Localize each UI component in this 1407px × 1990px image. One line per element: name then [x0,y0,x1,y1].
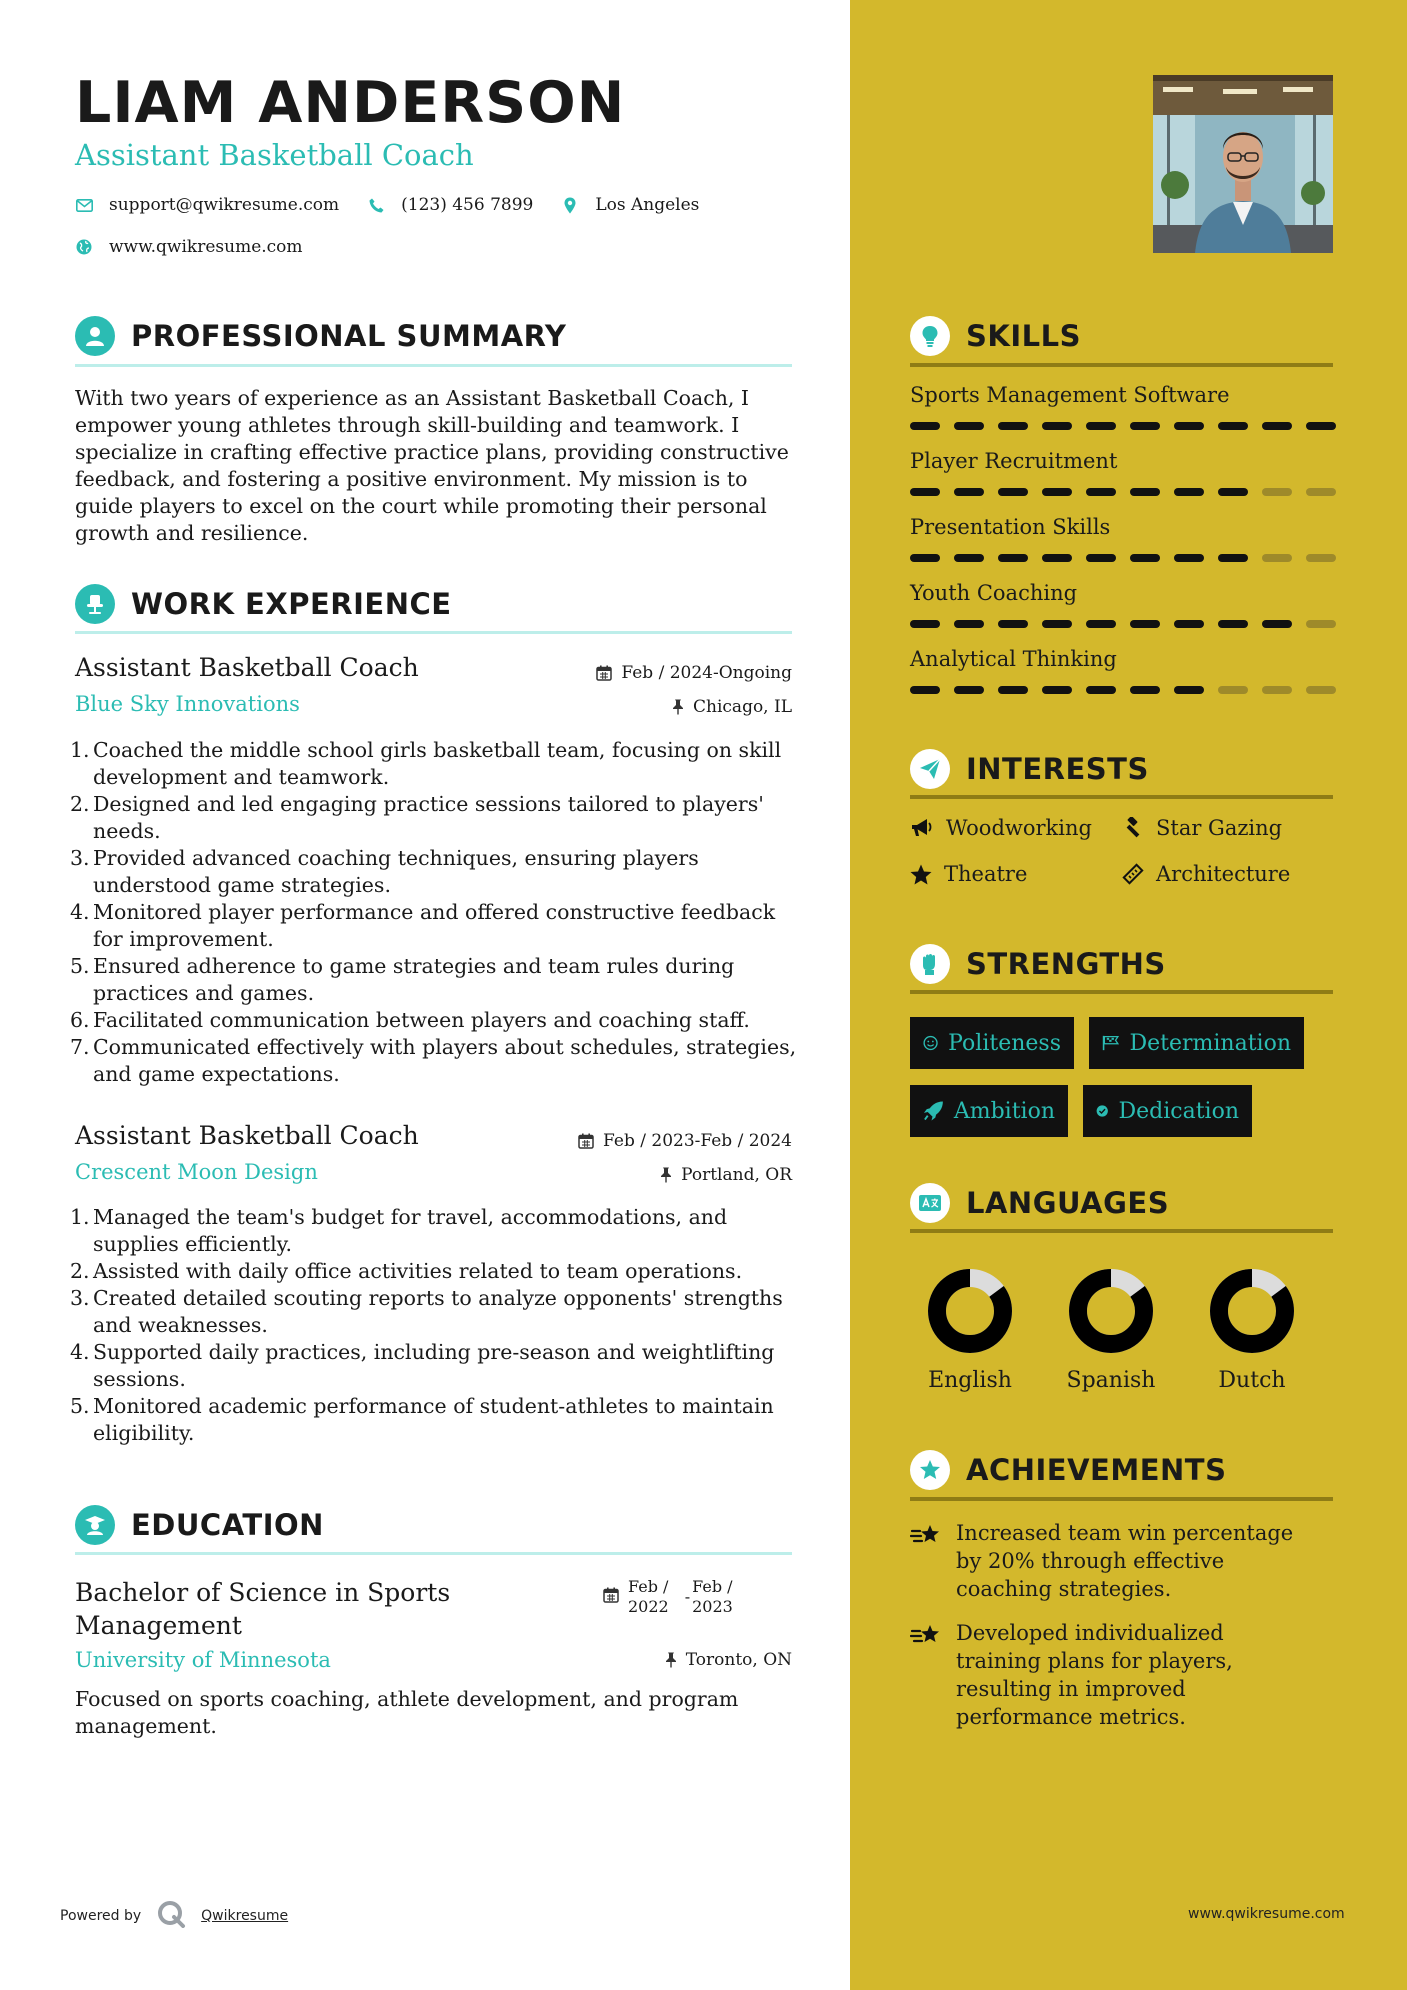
profile-photo [1153,75,1333,253]
language-name: Spanish [1066,1368,1156,1393]
skill-level-segment [1086,620,1116,628]
user-icon [75,316,115,356]
list-item: 5. Monitored academic performance of student-athletes to maintain eligibility. [70,1394,774,1445]
skill-level-segment [1174,488,1204,496]
language-level-ring [1207,1266,1297,1356]
job-title: Assistant Basketball Coach [75,653,419,682]
list-item: 1. Coached the middle school girls basketball team, focusing on skill development and teamwork. [70,738,782,789]
skill-level-segment [1042,686,1072,694]
skill-level-segment [910,488,940,496]
skill-level-segment [910,620,940,628]
skill-name: Player Recruitment [910,449,1118,473]
job-company: Crescent Moon Design [75,1160,318,1184]
strengths-section-header: STRENGTHS [910,944,1166,984]
strength-badge: Politeness [910,1017,1074,1069]
education-divider [75,1552,792,1555]
list-item: 2. Assisted with daily office activities related to team operations. [70,1259,743,1283]
languages-section-header: LANGUAGES [910,1183,1169,1223]
skills-divider [910,363,1333,367]
skill-level-segment [998,422,1028,430]
skill-level-segment [998,488,1028,496]
summary-divider [75,364,792,367]
qwikresume-logo-icon [157,1900,187,1932]
skill-level-segment [1174,554,1204,562]
achievement-item: Developed individualized training plans for players, resulting in improved performance metrics. [910,1619,1310,1731]
skill-level-bar [910,620,1336,628]
skill-level-segment [1306,620,1336,628]
contact-website[interactable]: www.qwikresume.com [75,237,303,257]
skills-section-header: SKILLS [910,316,1081,356]
skill-level-segment [1218,620,1248,628]
smile-icon [923,1033,938,1053]
skill-level-segment [1218,488,1248,496]
candidate-name: LIAM ANDERSON [75,70,626,136]
strengths-divider [910,990,1333,994]
skill-level-segment [1262,686,1292,694]
interest-item: Theatre [910,862,1027,886]
paper-plane-icon [910,749,950,789]
work-divider [75,631,792,634]
fist-icon [910,944,950,984]
skill-level-segment [1086,686,1116,694]
skill-level-segment [1086,554,1116,562]
skill-level-segment [1218,686,1248,694]
language-level-ring [925,1266,1015,1356]
job-company: Blue Sky Innovations [75,692,300,716]
qwikresume-link[interactable]: Qwikresume [201,1908,289,1924]
degree-title: Bachelor of Science in Sports Management [75,1578,451,1640]
contact-location: Los Angeles [561,195,699,215]
calendar-icon [578,1133,594,1149]
skill-level-segment [1086,488,1116,496]
lightbulb-icon [910,316,950,356]
job-responsibilities [70,737,800,1088]
pushpin-icon [672,699,684,715]
strength-badge: Ambition [910,1085,1068,1137]
star-badge-icon [910,1450,950,1490]
skill-name: Analytical Thinking [910,647,1117,671]
achievements-divider [910,1497,1333,1501]
interest-item: Star Gazing [1122,816,1282,840]
contact-phone[interactable]: (123) 456 7899 [367,195,533,215]
skill-level-segment [954,620,984,628]
skill-level-segment [1042,488,1072,496]
skill-level-bar [910,422,1336,430]
flag-icon [1102,1033,1119,1053]
contact-info [75,192,727,276]
skill-level-bar [910,554,1336,562]
skill-level-segment [1306,422,1336,430]
skill-level-segment [1174,422,1204,430]
skill-level-segment [1306,686,1336,694]
interests-section-header: INTERESTS [910,749,1149,789]
envelope-icon [75,196,93,214]
shooting-star-icon [910,1523,942,1547]
education-location: Toronto, ON [520,1650,792,1670]
skill-level-segment [954,488,984,496]
footer-website[interactable]: www.qwikresume.com [1188,1906,1345,1922]
work-section-header: WORK EXPERIENCE [75,584,452,624]
job-date: Feb / 2024-Ongoing [520,663,792,683]
interest-item: Woodworking [910,816,1092,840]
interests-divider [910,795,1333,799]
skill-level-bar [910,686,1336,694]
list-item: 6. Facilitated communication between players and coaching staff. [70,1008,750,1032]
skill-level-segment [1218,422,1248,430]
skill-level-segment [998,620,1028,628]
candidate-title: Assistant Basketball Coach [75,138,474,172]
skill-level-segment [1262,488,1292,496]
translate-icon [910,1183,950,1223]
list-item: 5. Ensured adherence to game strategies and team rules during practices and games. [70,954,735,1005]
interest-item: Architecture [1122,862,1290,886]
phone-icon [367,196,385,214]
skill-level-segment [954,422,984,430]
education-section-header: EDUCATION [75,1505,324,1545]
job-location: Chicago, IL [520,697,792,717]
office-chair-icon [75,584,115,624]
list-item: 7. Communicated effectively with players about schedules, strategies, and game expectations. [70,1035,797,1086]
skill-level-segment [1218,554,1248,562]
skill-level-segment [1130,554,1160,562]
skill-level-segment [1086,422,1116,430]
skill-level-segment [1042,422,1072,430]
education-description: Focused on sports coaching, athlete development, and program management. [75,1687,739,1738]
skill-level-segment [998,686,1028,694]
shooting-star-icon [910,1623,942,1647]
map-pin-icon [561,196,579,214]
skill-level-segment [954,554,984,562]
skill-level-segment [1130,488,1160,496]
strength-badge: Dedication [1083,1085,1252,1137]
skill-level-segment [1174,686,1204,694]
check-circle-icon [1096,1101,1108,1121]
skill-level-segment [1130,686,1160,694]
school-name: University of Minnesota [75,1648,331,1672]
skill-level-segment [1130,422,1160,430]
skill-level-segment [1306,554,1336,562]
language-name: English [928,1368,1012,1393]
skill-level-segment [1042,554,1072,562]
skill-level-segment [1262,422,1292,430]
calendar-icon [603,1587,619,1603]
skill-level-segment [910,686,940,694]
job-responsibilities [70,1204,800,1447]
list-item: 4. Supported daily practices, including pre-season and weightlifting sessions. [70,1340,775,1391]
education-date: Feb / 2022 - Feb / 2023 [603,1577,733,1617]
skill-level-bar [910,488,1336,496]
contact-email[interactable]: support@qwikresume.com [75,195,339,215]
summary-section-header: PROFESSIONAL SUMMARY [75,316,566,356]
list-item: 4. Monitored player performance and offered constructive feedback for improvement. [70,900,776,951]
ruler-icon [1122,863,1144,885]
skill-level-segment [954,686,984,694]
pushpin-icon [665,1652,677,1668]
rocket-icon [923,1100,944,1122]
skill-level-segment [1306,488,1336,496]
skill-level-segment [1130,620,1160,628]
calendar-icon [596,665,612,681]
achievements-section-header: ACHIEVEMENTS [910,1450,1226,1490]
language-level-ring [1066,1266,1156,1356]
skill-level-segment [1042,620,1072,628]
skill-level-segment [910,422,940,430]
skill-name: Presentation Skills [910,515,1111,539]
job-title: Assistant Basketball Coach [75,1121,419,1150]
pushpin-icon [660,1167,672,1183]
job-date: Feb / 2023-Feb / 2024 [500,1131,792,1151]
achievement-item: Increased team win percentage by 20% through effective coaching strategies. [910,1519,1310,1603]
list-item: 3. Provided advanced coaching techniques, ensuring players understood game strategies. [70,846,699,897]
language-name: Dutch [1218,1368,1286,1393]
globe-icon [75,238,93,256]
list-item: 2. Designed and led engaging practice sessions tailored to players' needs. [70,792,764,843]
skill-name: Youth Coaching [910,581,1078,605]
skill-name: Sports Management Software [910,383,1230,407]
skill-level-segment [1262,554,1292,562]
graduate-icon [75,1505,115,1545]
gavel-icon [1122,817,1144,839]
powered-by: Powered by Qwikresume [60,1900,288,1932]
list-item: 1. Managed the team's budget for travel, accommodations, and supplies efficiently. [70,1205,728,1256]
skill-level-segment [1174,620,1204,628]
strength-badge: Determination [1089,1017,1304,1069]
list-item: 3. Created detailed scouting reports to analyze opponents' strengths and weaknesses. [70,1286,783,1337]
star-icon [910,864,932,885]
languages-divider [910,1229,1333,1233]
megaphone-icon [910,818,934,838]
skill-level-segment [1262,620,1292,628]
summary-text: With two years of experience as an Assistant Basketball Coach, I empower young athletes through skill-building and teamwork. I specialize in crafting effective practice plans, providing constructive feedback, and fostering a positive environment. My mission is to guide players to excel on the court while promoting their personal growth and resilience. [75,386,789,545]
job-location: Portland, OR [520,1165,792,1185]
skill-level-segment [998,554,1028,562]
skill-level-segment [910,554,940,562]
